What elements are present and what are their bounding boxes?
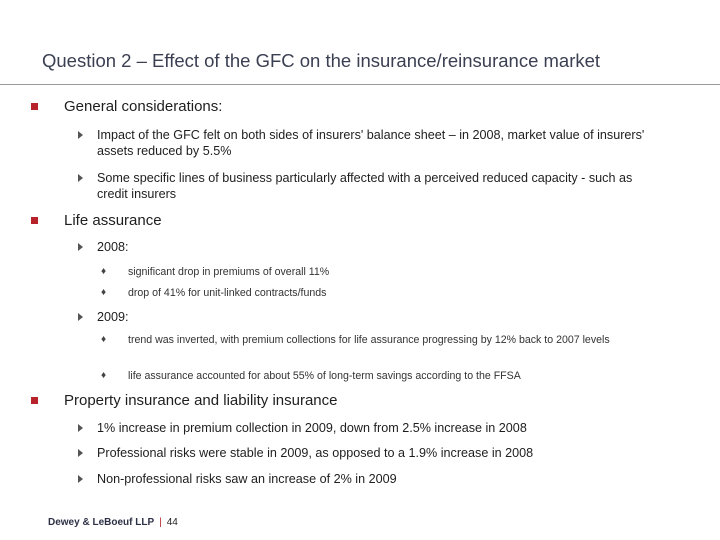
sub-bullet-item xyxy=(101,333,658,347)
triangle-bullet-icon xyxy=(78,424,83,432)
slide-footer xyxy=(48,517,178,528)
triangle-bullet-icon xyxy=(78,174,83,182)
year-2008-item xyxy=(97,239,129,255)
section-general xyxy=(64,98,222,115)
bullet-text: 1% increase in premium collection in 2009, down from 2.5% increase in 2008 xyxy=(97,421,527,435)
bullet-text: Non-professional risks saw an increase of 2% in 2009 xyxy=(97,472,397,486)
sub-bullet-text: life assurance accounted for about 55% of long-term savings according to the FFSA xyxy=(128,370,521,382)
bullet-item xyxy=(97,471,397,487)
triangle-bullet-icon xyxy=(78,475,83,483)
year-label: 2009: xyxy=(97,310,129,324)
footer-separator: | xyxy=(159,517,162,528)
sub-bullet-text: significant drop in premiums of overall 11% xyxy=(128,266,330,278)
square-bullet-icon xyxy=(31,103,38,110)
bullet-text: Professional risks were stable in 2009, as opposed to a 1.9% increase in 2008 xyxy=(97,446,534,460)
triangle-bullet-icon xyxy=(78,313,83,321)
diamond-bullet-icon: ♦ xyxy=(101,266,107,277)
triangle-bullet-icon xyxy=(78,449,83,457)
slide-title: Question 2 – Effect of the GFC on the insurance/reinsurance market xyxy=(42,50,601,71)
sub-bullet-item xyxy=(101,286,327,300)
section-heading: Property insurance and liability insurance xyxy=(64,392,338,409)
section-heading: General considerations: xyxy=(64,98,223,115)
bullet-text: Some specific lines of business particularly affected with a perceived reduced capacity - such as credit insurers xyxy=(97,171,633,201)
bullet-item xyxy=(97,127,667,159)
bullet-text: Impact of the GFC felt on both sides of insurers' balance sheet – in 2008, market value of insurers' assets reduced by 5.5% xyxy=(97,128,645,158)
square-bullet-icon xyxy=(31,397,38,404)
title-divider xyxy=(0,84,720,85)
section-life xyxy=(64,212,162,229)
bullet-item xyxy=(97,445,533,461)
square-bullet-icon xyxy=(31,217,38,224)
sub-bullet-text: trend was inverted, with premium collections for life assurance progressing by 12% back to 2007 levels xyxy=(128,334,610,346)
triangle-bullet-icon xyxy=(78,243,83,251)
diamond-bullet-icon: ♦ xyxy=(101,287,107,298)
page-number: 44 xyxy=(166,517,178,528)
year-label: 2008: xyxy=(97,240,129,254)
bullet-item xyxy=(97,420,527,436)
section-property xyxy=(64,392,337,409)
bullet-item xyxy=(97,170,657,202)
diamond-bullet-icon: ♦ xyxy=(101,334,107,345)
firm-name: Dewey & LeBoeuf LLP xyxy=(48,517,155,528)
section-heading: Life assurance xyxy=(64,212,162,229)
year-2009-item xyxy=(97,309,129,325)
sub-bullet-item xyxy=(101,369,521,383)
diamond-bullet-icon: ♦ xyxy=(101,370,107,381)
sub-bullet-item xyxy=(101,265,330,279)
triangle-bullet-icon xyxy=(78,131,83,139)
sub-bullet-text: drop of 41% for unit-linked contracts/funds xyxy=(128,287,327,299)
